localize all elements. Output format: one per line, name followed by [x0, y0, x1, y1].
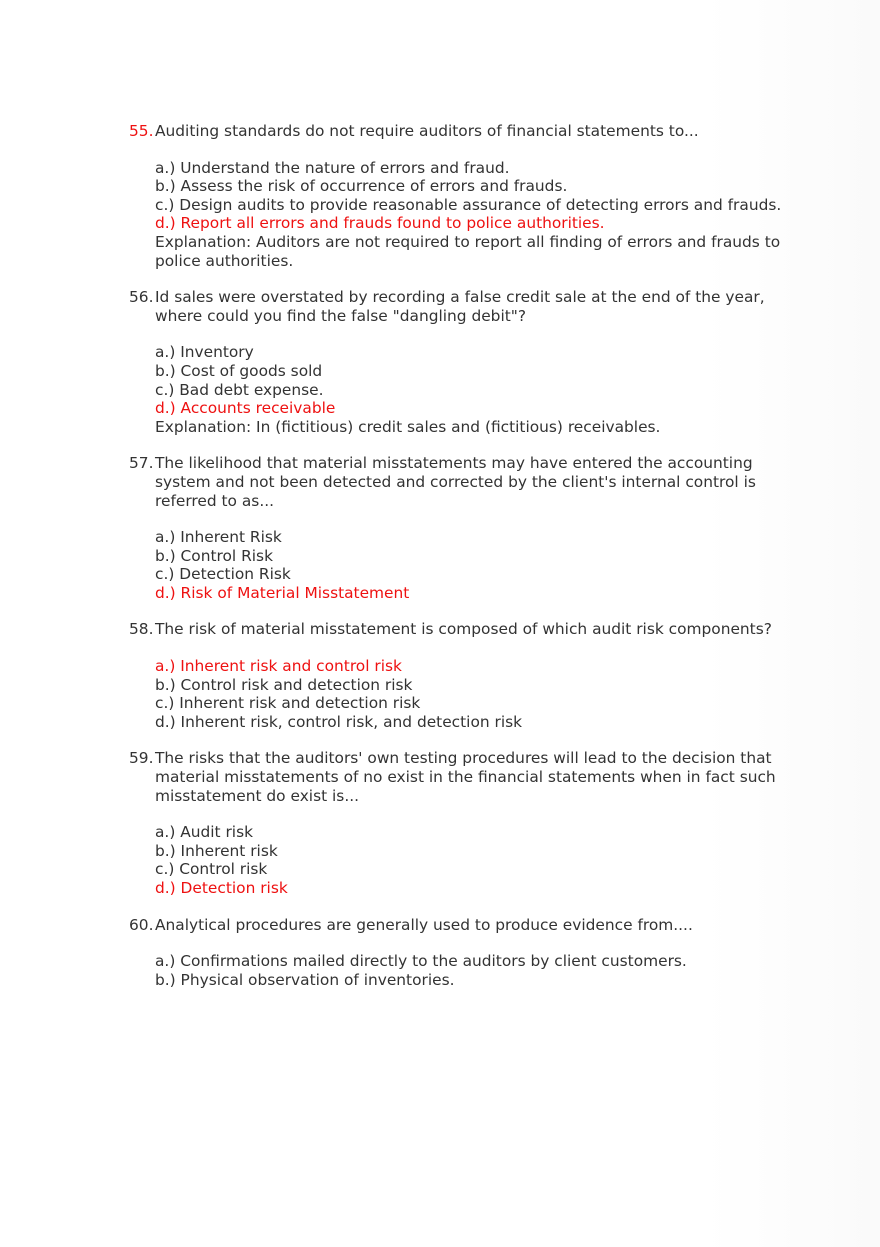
answer-explanation: Explanation: Auditors are not required to report all finding of errors and frauds to police authorities. [155, 232, 781, 270]
answer-option: b.) Physical observation of inventories. [155, 970, 455, 989]
answer-option: a.) Inventory [155, 343, 254, 362]
answer-options [155, 159, 789, 271]
answer-option: c.) Inherent risk and detection risk [155, 694, 421, 713]
question-list [129, 122, 789, 1007]
answer-explanation: Explanation: In (fictitious) credit sales and (fictitious) receivables. [155, 417, 661, 436]
correct-answer-option: d.) Report all errors and frauds found to police authorities. [155, 214, 605, 233]
question-header [129, 620, 789, 639]
question-header [129, 749, 789, 805]
answer-option: b.) Cost of goods sold [155, 361, 323, 380]
answer-option: c.) Control risk [155, 860, 268, 879]
question-block [129, 916, 789, 990]
question-header [129, 122, 789, 141]
question-number: 56. [129, 288, 154, 307]
answer-options [155, 952, 789, 989]
answer-options [155, 343, 789, 436]
question-text: Analytical procedures are generally used to produce evidence from.... [155, 915, 693, 934]
question-block [129, 288, 789, 436]
question-number: 59. [129, 749, 154, 768]
question-number: 60. [129, 915, 154, 934]
correct-answer-option: d.) Accounts receivable [155, 399, 336, 418]
answer-options [155, 657, 789, 731]
correct-answer-option: a.) Inherent risk and control risk [155, 657, 402, 676]
answer-options [155, 823, 789, 897]
answer-option: b.) Control Risk [155, 546, 273, 565]
answer-option: d.) Inherent risk, control risk, and detection risk [155, 712, 523, 731]
question-number: 57. [129, 454, 154, 473]
answer-option: c.) Detection Risk [155, 565, 291, 584]
answer-option: c.) Bad debt expense. [155, 380, 324, 399]
question-header [129, 288, 789, 325]
answer-option: a.) Audit risk [155, 823, 254, 842]
question-block [129, 749, 789, 897]
answer-option: b.) Control risk and detection risk [155, 675, 413, 694]
question-block [129, 454, 789, 602]
answer-option: b.) Assess the risk of occurrence of errors and frauds. [155, 177, 568, 196]
question-text: The likelihood that material misstatements may have entered the accounting system and not been detected and corrected by the client's internal control is referred to as... [155, 454, 756, 510]
question-header [129, 454, 789, 510]
correct-answer-option: d.) Detection risk [155, 879, 288, 897]
answer-option: b.) Inherent risk [155, 841, 278, 860]
question-block [129, 620, 789, 731]
question-block [129, 122, 789, 270]
question-text: The risk of material misstatement is composed of which audit risk components? [155, 620, 772, 639]
answer-option: a.) Understand the nature of errors and fraud. [155, 158, 510, 177]
question-text: Id sales were overstated by recording a false credit sale at the end of the year, where could you find the false "dangling debit"? [155, 288, 765, 325]
question-header [129, 916, 789, 935]
question-number: 58. [129, 620, 154, 639]
answer-option: a.) Confirmations mailed directly to the auditors by client customers. [155, 952, 687, 971]
correct-answer-option: d.) Risk of Material Misstatement [155, 583, 410, 602]
answer-option: a.) Inherent Risk [155, 528, 282, 547]
answer-option: c.) Design audits to provide reasonable assurance of detecting errors and frauds. [155, 195, 782, 214]
question-text: Auditing standards do not require auditors of financial statements to... [155, 122, 699, 140]
answer-options [155, 528, 789, 602]
question-number: 55. [129, 122, 154, 140]
question-text: The risks that the auditors' own testing procedures will lead to the decision that material misstatements of no exist in the financial statements when in fact such misstatement do exist is... [155, 749, 776, 805]
